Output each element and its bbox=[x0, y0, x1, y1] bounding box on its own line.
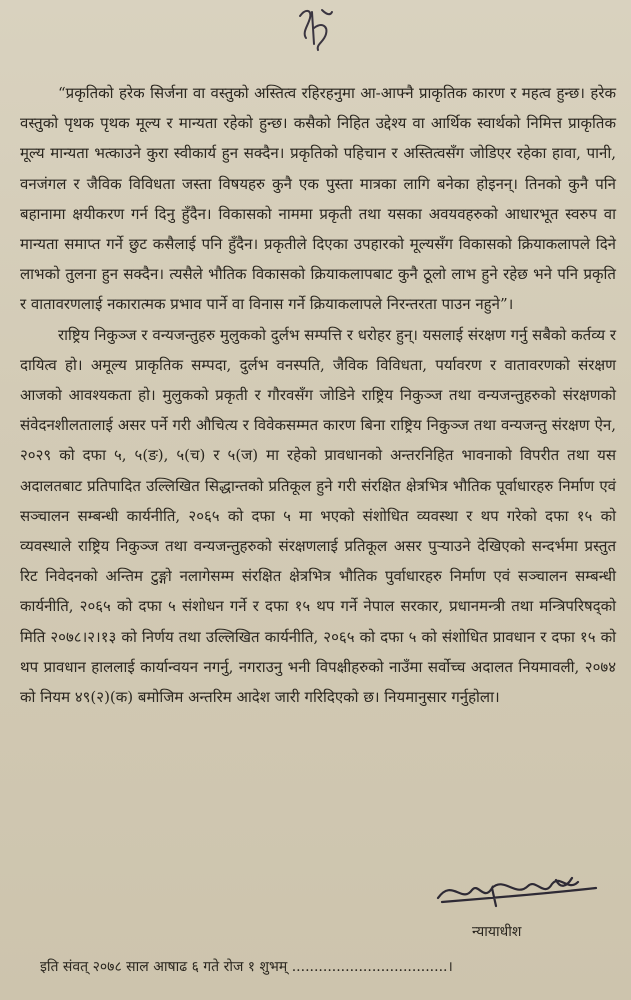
judge-signature bbox=[432, 868, 602, 918]
quoted-principle-paragraph: “प्रकृतिको हरेक सिर्जना वा वस्तुको अस्तित्व रहिरहनुमा आ-आफ्नै प्राकृतिक कारण र महत्व हुन्छ। हरेक वस्तुको पृथक पृथक मूल्य र मान्यता रहेको हुन्छ। कसैको निहित उद्देश्य वा आर्थिक स्वार्थको निमित्त प्राकृतिक मूल्य मान्यता भत्काउने कुरा स्वीकार्य हुन सक्दैन। प्रकृतिको पहिचान र अस्तित्वसँग जोडिएर रहेका हावा, पानी, वनजंगल र जैविक विविधता जस्ता विषयहरु कुनै एक पुस्ता मात्रका लागि बनेका होइनन्। तिनको कुनै पनि बहानामा क्षयीकरण गर्न दिनु हुँदैन। विकासको नाममा प्रकृती तथा यसका अवयवहरुको आधारभूत स्वरुप वा मान्यता समाप्त गर्ने छुट कसैलाई पनि हुँदैन। प्रकृतीले दिएका उपहारको मूल्यसँग विकासको क्रियाकलापले दिने लाभको तुलना हुन सक्दैन। त्यसैले भौतिक विकासको क्रियाकलापबाट कुनै ठूलो लाभ हुने रहेछ भने पनि प्रकृति र वातावरणलाई नकारात्मक प्रभाव पार्ने वा विनास गर्ने क्रियाकलापले निरन्तरता पाउन नहुने”। bbox=[20, 84, 616, 314]
date-footer: इति संवत् २०७८ साल आषाढ ६ गते रोज १ शुभम् ...................................। bbox=[40, 959, 453, 975]
order-body bbox=[20, 78, 616, 712]
judge-designation: न्यायाधीश bbox=[472, 924, 522, 940]
interim-order-paragraph: राष्ट्रिय निकुञ्ज र वन्यजन्तुहरु मुलुकको दुर्लभ सम्पत्ति र धरोहर हुन्। यसलाई संरक्षण गर्नु सबैको कर्तव्य र दायित्व हो। अमूल्य प्राकृतिक सम्पदा, दुर्लभ वनस्पति, जैविक विविधता, पर्यावरण र वातावरणको संरक्षण आजको आवश्यकता हो। मुलुकको प्रकृती र गौरवसँग जोडिने राष्ट्रिय निकुञ्ज तथा वन्यजन्तुहरुको संरक्षणको संवेदनशीलतालाई असर पर्ने गरी औचित्य र विवेकसम्मत कारण बिना राष्ट्रिय निकुञ्ज तथा वन्यजन्तु संरक्षण ऐन, २०२९ को दफा ५, ५(ङ), ५(च) र ५(ज) मा रहेको प्रावधानको अन्तरनिहित भावनाको विपरीत तथा यस अदालतबाट प्रतिपादित उल्लिखित सिद्धान्तको प्रतिकूल हुने गरी संरक्षित क्षेत्रभित्र भौतिक पूर्वाधारहरु निर्माण एवं सञ्चालन सम्बन्धी कार्यनीति, २०६५ को दफा ५ मा भएको संशोधित व्यवस्था र थप गरेको दफा १५ को व्यवस्थाले राष्ट्रिय निकुञ्ज तथा वन्यजन्तुहरुको संरक्षणलाई प्रतिकूल असर पुऱ्याउने देखिएको सन्दर्भमा प्रस्तुत रिट निवेदनको अन्तिम टुङ्गो नलागेसम्म संरक्षित क्षेत्रभित्र भौतिक पुर्वाधारहरु निर्माण एवं सञ्चालन सम्बन्धी कार्यनीति, २०६५ को दफा ५ संशोधन गर्ने र दफा १५ थप गर्ने नेपाल सरकार, प्रधानमन्त्री तथा मन्त्रिपरिषद्को मिति २०७८।२।१३ को निर्णय तथा उल्लिखित कार्यनीति, २०६५ को दफा ५ को संशोधित प्रावधान र दफा १५ को थप प्रावधान हाललाई कार्यान्वयन नगर्नु, नगराउनु भनी विपक्षीहरुको नाउँमा सर्वोच्च अदालत नियमावली, २०७४ को नियम ४९(२)(क) बमोजिम अन्तरिम आदेश जारी गरिदिएको छ। नियमानुसार गर्नुहोला। bbox=[20, 325, 616, 707]
initials-signature bbox=[292, 4, 336, 56]
